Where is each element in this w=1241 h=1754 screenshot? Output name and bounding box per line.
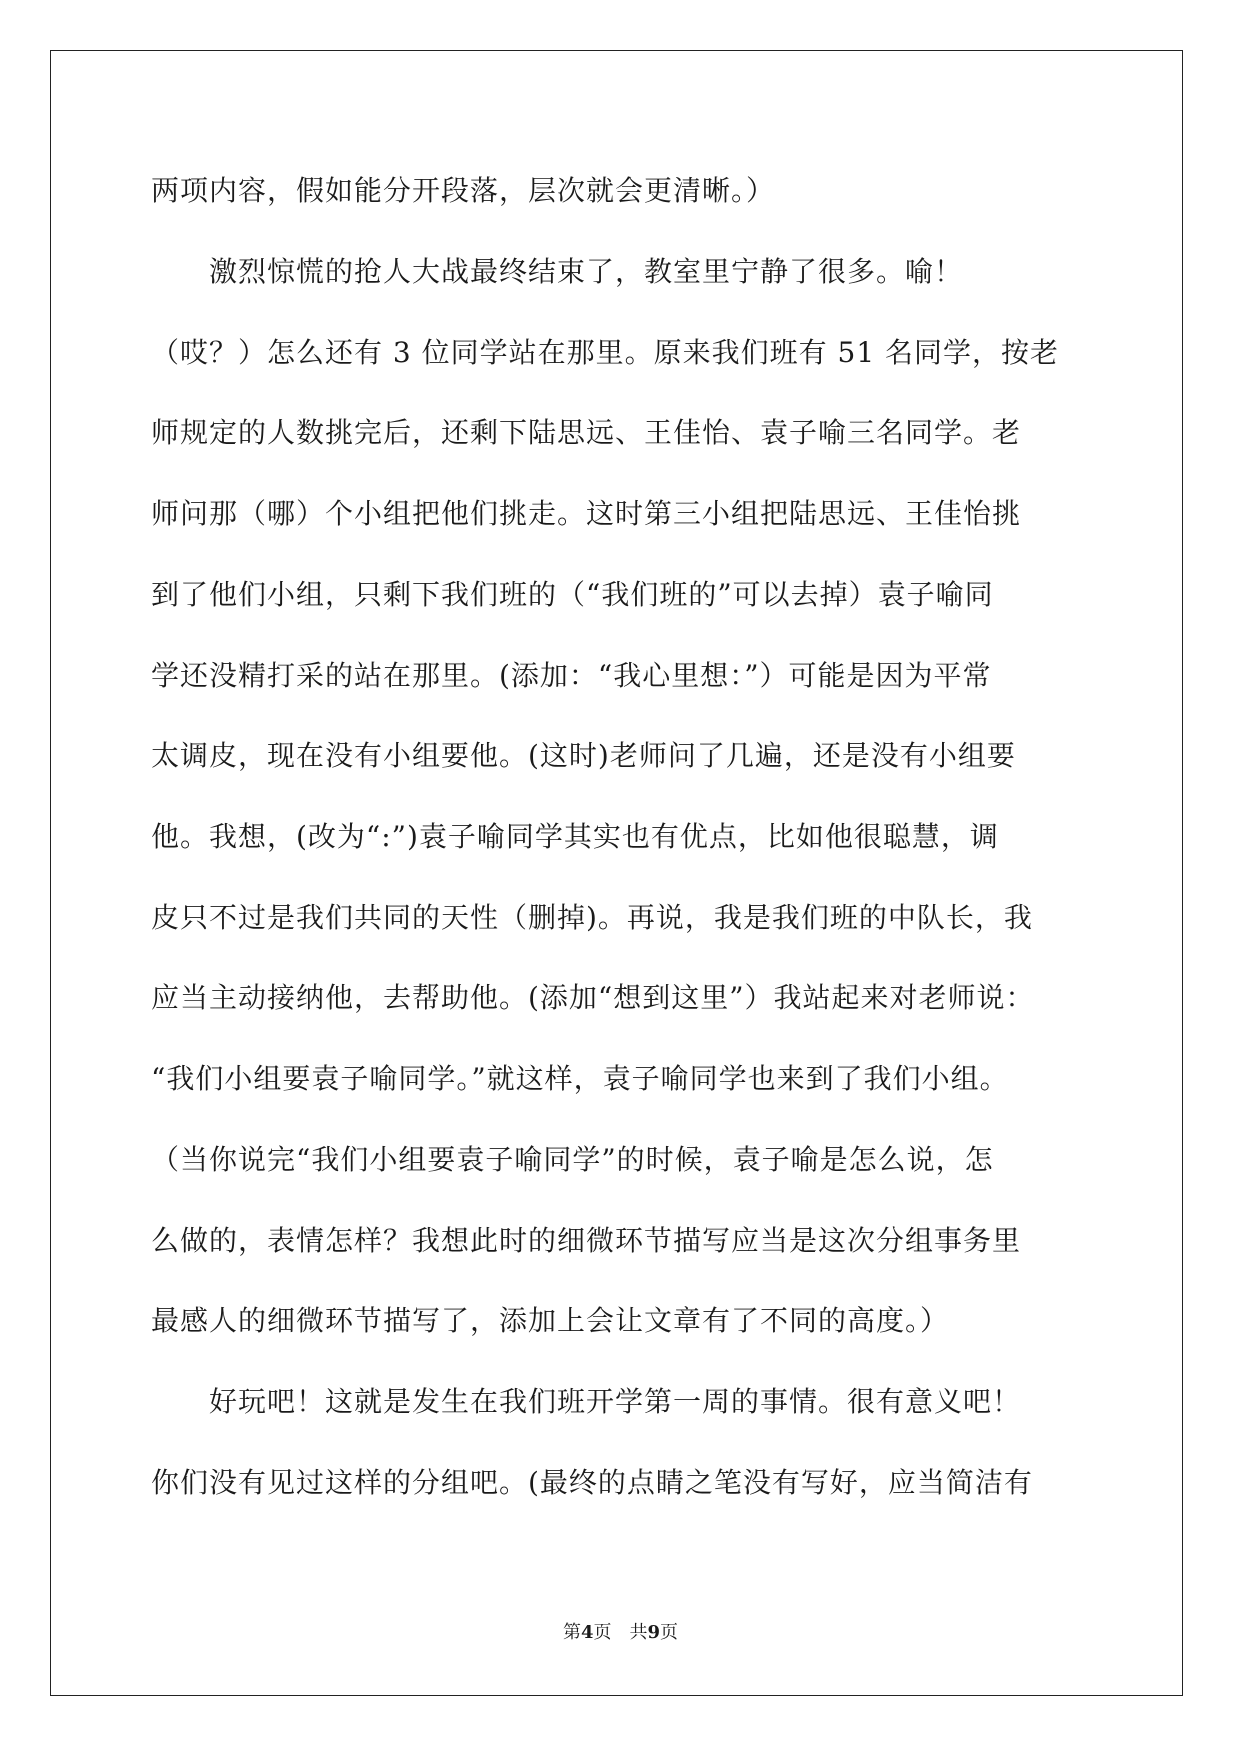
page-border [50,50,1183,1696]
text-line: “我们小组要袁子喻同学。”就这样，袁子喻同学也来到了我们小组。 [151,1062,1009,1095]
footer-middle: 页 共 [593,1622,648,1643]
text-line: 最感人的细微环节描写了，添加上会让文章有了不同的高度。） [151,1304,950,1337]
text-line: 你们没有见过这样的分组吧。(最终的点睛之笔没有写好，应当简洁有 [151,1466,1033,1499]
footer-suffix: 页 [660,1622,679,1643]
text-line: 到了他们小组，只剩下我们班的（“我们班的”可以去掉）袁子喻同 [151,578,994,611]
text-line: 皮只不过是我们共同的天性（删掉)。再说，我是我们班的中队长，我 [151,901,1033,934]
text-line: （当你说完“我们小组要袁子喻同学”的时候，袁子喻是怎么说，怎 [151,1143,994,1176]
text-line: 好玩吧！这就是发生在我们班开学第一周的事情。很有意义吧！ [151,1385,1022,1418]
text-line: 师规定的人数挑完后，还剩下陆思远、王佳怡、袁子喻三名同学。老 [151,416,1022,449]
text-line: 两项内容，假如能分开段落，层次就会更清晰。） [151,174,776,207]
text-line: 么做的，表情怎样？我想此时的细微环节描写应当是这次分组事务里 [151,1224,1022,1257]
text-line: 太调皮，现在没有小组要他。(这时)老师问了几遍，还是没有小组要 [151,739,1016,772]
total-pages-number: 9 [647,1622,661,1643]
text-line: 他。我想，(改为“:”)袁子喻同学其实也有优点，比如他很聪慧，调 [151,820,999,853]
text-line: 师问那（哪）个小组把他们挑走。这时第三小组把陆思远、王佳怡挑 [151,497,1022,530]
text-line: 应当主动接纳他，去帮助他。(添加“想到这里”）我站起来对老师说： [151,981,1035,1014]
current-page-number: 4 [580,1622,594,1643]
footer-prefix: 第 [562,1622,581,1643]
text-line: 学还没精打采的站在那里。(添加：“我心里想：”）可能是因为平常 [151,659,992,692]
text-line: （哎？）怎么还有 3 位同学站在那里。原来我们班有 51 名同学，按老 [151,336,1060,369]
text-line: 激烈惊慌的抢人大战最终结束了，教室里宁静了很多。喻！ [151,255,964,288]
page-footer [0,1621,1241,1645]
